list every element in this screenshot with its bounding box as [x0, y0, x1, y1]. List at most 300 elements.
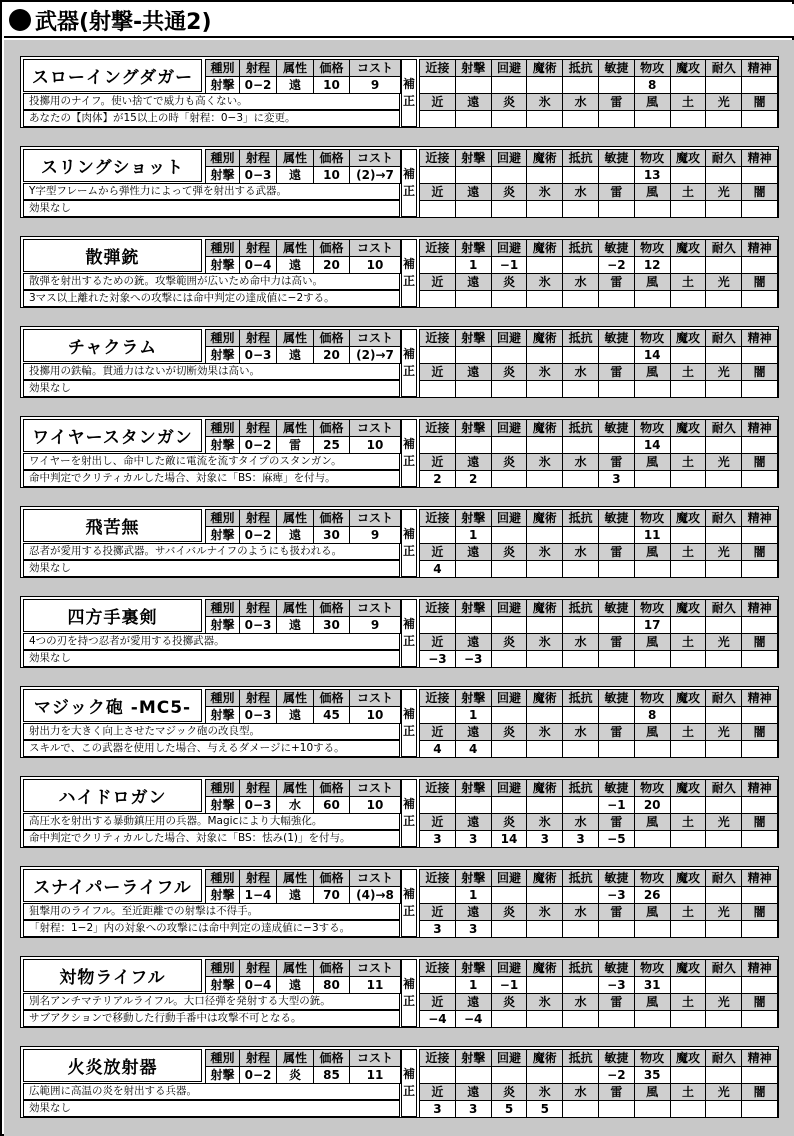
- basic-value-row: [206, 887, 401, 904]
- stat-value-cell: [563, 347, 599, 364]
- weapon-stats-table: [419, 239, 778, 308]
- resist-header-cell: 炎: [491, 814, 527, 831]
- resist-value-cell: [598, 741, 634, 758]
- resist-header-cell: 土: [670, 544, 706, 561]
- basic-value-row: [206, 347, 401, 364]
- stat-header-row: [420, 240, 778, 257]
- stat-value-cell: [527, 797, 563, 814]
- basic-header-cell: コスト: [350, 150, 401, 167]
- weapon-type: 射撃: [206, 77, 240, 94]
- basic-header-cell: 価格: [314, 780, 350, 797]
- stat-header-cell: 敏捷: [598, 240, 634, 257]
- weapon-price: 25: [314, 437, 350, 454]
- basic-header-cell: 射程: [240, 1050, 277, 1067]
- resist-value-cell: [527, 381, 563, 398]
- weapon-description: 4つの刃を持つ忍者が愛用する投擲武器。: [23, 633, 400, 650]
- weapon-attribute: 遠: [277, 707, 314, 724]
- correction-label: [401, 509, 417, 577]
- resist-header-cell: 闇: [742, 994, 778, 1011]
- weapon-attribute: 遠: [277, 257, 314, 274]
- stat-header-cell: 敏捷: [598, 1050, 634, 1067]
- resist-value-cell: [742, 1011, 778, 1028]
- resist-value-cell: [706, 381, 742, 398]
- resist-header-row: [420, 274, 778, 291]
- correction-char: 正: [402, 904, 415, 918]
- basic-header-cell: 種別: [206, 240, 240, 257]
- stat-value-cell: [420, 167, 456, 184]
- stat-header-cell: 抵抗: [563, 240, 599, 257]
- weapon-range: 0−3: [240, 347, 277, 364]
- weapon-stats-table: [419, 779, 778, 848]
- basic-header-row: [206, 420, 401, 437]
- resist-header-cell: 近: [420, 364, 456, 381]
- stat-value-cell: [420, 77, 456, 94]
- stat-value-cell: [527, 1067, 563, 1084]
- stat-header-row: [420, 330, 778, 347]
- resist-value-cell: [527, 471, 563, 488]
- resist-value-cell: [563, 1101, 599, 1118]
- stat-header-cell: 射撃: [455, 960, 491, 977]
- resist-value-cell: 2: [455, 471, 491, 488]
- weapon-price: 70: [314, 887, 350, 904]
- basic-header-cell: 価格: [314, 960, 350, 977]
- stat-header-cell: 近接: [420, 510, 456, 527]
- resist-value-cell: [563, 201, 599, 218]
- resist-header-cell: 光: [706, 94, 742, 111]
- stat-value-cell: [563, 977, 599, 994]
- stat-value-cell: −2: [598, 257, 634, 274]
- stat-value-cell: [527, 167, 563, 184]
- resist-value-cell: 14: [491, 831, 527, 848]
- stat-header-cell: 物攻: [634, 600, 670, 617]
- stat-header-cell: 近接: [420, 330, 456, 347]
- weapon-effect: 3マス以上離れた対象への攻撃には命中判定の達成値に−2する。: [23, 290, 400, 307]
- basic-value-row: [206, 77, 401, 94]
- stat-value-cell: [420, 617, 456, 634]
- basic-header-cell: 価格: [314, 1050, 350, 1067]
- resist-value-cell: [742, 651, 778, 668]
- resist-value-row: [420, 111, 778, 128]
- resist-header-row: [420, 544, 778, 561]
- resist-value-cell: [742, 561, 778, 578]
- correction-char: 補: [402, 77, 415, 91]
- basic-header-cell: 種別: [206, 690, 240, 707]
- resist-header-cell: 雷: [598, 364, 634, 381]
- weapon-cost: (2)→7: [350, 167, 401, 184]
- stat-header-cell: 魔攻: [670, 1050, 706, 1067]
- resist-value-cell: [455, 381, 491, 398]
- basic-header-cell: 射程: [240, 420, 277, 437]
- resist-header-cell: 風: [634, 904, 670, 921]
- stat-header-cell: 近接: [420, 60, 456, 77]
- resist-header-cell: 水: [563, 94, 599, 111]
- correction-char: 補: [402, 1067, 415, 1081]
- resist-value-row: [420, 1101, 778, 1118]
- resist-header-cell: 近: [420, 994, 456, 1011]
- basic-value-row: [206, 527, 401, 544]
- stat-header-cell: 回避: [491, 60, 527, 77]
- correction-label: [401, 59, 417, 127]
- resist-value-cell: [563, 561, 599, 578]
- stat-header-cell: 魔術: [527, 780, 563, 797]
- stat-value-cell: [420, 707, 456, 724]
- page-title: 武器(射撃-共通2): [35, 9, 212, 35]
- weapon-name: スリングショット: [23, 149, 202, 182]
- resist-value-cell: [598, 381, 634, 398]
- stat-header-cell: 物攻: [634, 510, 670, 527]
- basic-value-row: [206, 437, 401, 454]
- resist-value-cell: [527, 921, 563, 938]
- weapon-description: 投擲用の鉄輪。貫通力はないが切断効果は高い。: [23, 363, 400, 380]
- stat-header-cell: 耐久: [706, 240, 742, 257]
- stat-header-cell: 射撃: [455, 240, 491, 257]
- resist-header-cell: 遠: [455, 904, 491, 921]
- weapon-type: 射撃: [206, 707, 240, 724]
- resist-value-row: [420, 1011, 778, 1028]
- stat-value-cell: [742, 437, 778, 454]
- stat-header-cell: 抵抗: [563, 420, 599, 437]
- basic-header-cell: 射程: [240, 150, 277, 167]
- stat-value-cell: −3: [598, 887, 634, 904]
- resist-value-row: [420, 651, 778, 668]
- stat-value-cell: 1: [455, 257, 491, 274]
- weapon-basic-table: [205, 689, 401, 724]
- weapon-name: 火炎放射器: [23, 1049, 202, 1082]
- resist-value-cell: [491, 561, 527, 578]
- resist-value-cell: [670, 1011, 706, 1028]
- stat-value-cell: [455, 617, 491, 634]
- basic-value-row: [206, 257, 401, 274]
- resist-header-cell: 闇: [742, 94, 778, 111]
- resist-value-cell: [742, 471, 778, 488]
- basic-header-cell: 種別: [206, 150, 240, 167]
- resist-header-cell: 風: [634, 1084, 670, 1101]
- stat-value-cell: 12: [634, 257, 670, 274]
- resist-header-cell: 氷: [527, 814, 563, 831]
- resist-value-cell: −3: [455, 651, 491, 668]
- stat-value-cell: [420, 257, 456, 274]
- resist-value-cell: [670, 741, 706, 758]
- weapon-description: 投擲用のナイフ。使い捨てで威力も高くない。: [23, 93, 400, 110]
- basic-header-cell: 属性: [277, 330, 314, 347]
- resist-value-cell: [491, 471, 527, 488]
- stat-value-cell: [563, 707, 599, 724]
- resist-header-row: [420, 94, 778, 111]
- resist-header-cell: 氷: [527, 364, 563, 381]
- resist-value-cell: [670, 201, 706, 218]
- resist-header-cell: 遠: [455, 364, 491, 381]
- resist-header-cell: 雷: [598, 904, 634, 921]
- correction-char: 正: [402, 544, 415, 558]
- stat-value-cell: [420, 527, 456, 544]
- resist-value-row: [420, 471, 778, 488]
- stat-header-cell: 物攻: [634, 1050, 670, 1067]
- resist-value-cell: 3: [527, 831, 563, 848]
- correction-label: [401, 599, 417, 667]
- stat-header-cell: 耐久: [706, 60, 742, 77]
- stat-header-cell: 精神: [742, 510, 778, 527]
- stat-header-cell: 魔術: [527, 150, 563, 167]
- weapon-name: スナイパーライフル: [23, 869, 202, 902]
- stat-header-cell: 魔術: [527, 870, 563, 887]
- stat-header-row: [420, 870, 778, 887]
- basic-header-row: [206, 60, 401, 77]
- stat-value-cell: [706, 707, 742, 724]
- stat-header-cell: 精神: [742, 150, 778, 167]
- resist-header-cell: 炎: [491, 904, 527, 921]
- stat-header-cell: 魔術: [527, 60, 563, 77]
- correction-char: 正: [402, 994, 415, 1008]
- resist-header-cell: 氷: [527, 94, 563, 111]
- basic-header-cell: 属性: [277, 690, 314, 707]
- weapon-type: 射撃: [206, 347, 240, 364]
- stat-value-cell: [563, 887, 599, 904]
- resist-value-cell: [527, 291, 563, 308]
- correction-label: [401, 1049, 417, 1117]
- basic-header-cell: 価格: [314, 690, 350, 707]
- resist-header-cell: 闇: [742, 364, 778, 381]
- stat-value-cell: [670, 437, 706, 454]
- resist-value-cell: [670, 381, 706, 398]
- stat-header-cell: 物攻: [634, 60, 670, 77]
- resist-value-cell: 4: [420, 561, 456, 578]
- resist-header-cell: 近: [420, 454, 456, 471]
- weapon-card: [20, 326, 779, 398]
- resist-header-row: [420, 454, 778, 471]
- weapon-basic-table: [205, 149, 401, 184]
- resist-header-row: [420, 634, 778, 651]
- stat-header-cell: 回避: [491, 330, 527, 347]
- resist-header-cell: 氷: [527, 724, 563, 741]
- stat-header-cell: 近接: [420, 960, 456, 977]
- basic-header-cell: コスト: [350, 60, 401, 77]
- resist-value-cell: [634, 471, 670, 488]
- resist-header-cell: 闇: [742, 184, 778, 201]
- stat-value-cell: 14: [634, 437, 670, 454]
- resist-header-cell: 光: [706, 814, 742, 831]
- stat-value-cell: −2: [598, 1067, 634, 1084]
- stat-value-cell: −3: [598, 977, 634, 994]
- resist-value-cell: [563, 651, 599, 668]
- stat-value-cell: [742, 1067, 778, 1084]
- resist-value-cell: [563, 381, 599, 398]
- stat-value-cell: [670, 257, 706, 274]
- resist-value-cell: [742, 201, 778, 218]
- weapon-price: 10: [314, 167, 350, 184]
- basic-header-row: [206, 510, 401, 527]
- resist-header-cell: 光: [706, 634, 742, 651]
- stat-header-cell: 精神: [742, 240, 778, 257]
- stat-header-cell: 耐久: [706, 150, 742, 167]
- weapon-cost: 10: [350, 797, 401, 814]
- resist-header-cell: 雷: [598, 724, 634, 741]
- weapon-stats-table: [419, 329, 778, 398]
- basic-header-cell: コスト: [350, 510, 401, 527]
- resist-value-cell: −3: [420, 651, 456, 668]
- stat-value-cell: [563, 797, 599, 814]
- stat-header-cell: 抵抗: [563, 600, 599, 617]
- resist-value-cell: [634, 831, 670, 848]
- stat-header-cell: 魔攻: [670, 960, 706, 977]
- basic-header-cell: 射程: [240, 690, 277, 707]
- stat-header-cell: 物攻: [634, 330, 670, 347]
- resist-header-cell: 土: [670, 184, 706, 201]
- stat-header-cell: 魔術: [527, 600, 563, 617]
- stat-header-cell: 近接: [420, 870, 456, 887]
- stat-header-row: [420, 960, 778, 977]
- basic-header-cell: 射程: [240, 510, 277, 527]
- resist-value-cell: 3: [420, 1101, 456, 1118]
- weapon-cost: 10: [350, 707, 401, 724]
- weapon-basic-table: [205, 59, 401, 94]
- stat-header-row: [420, 60, 778, 77]
- resist-value-cell: [706, 921, 742, 938]
- stat-header-cell: 射撃: [455, 690, 491, 707]
- stat-value-cell: [706, 257, 742, 274]
- resist-header-cell: 氷: [527, 274, 563, 291]
- stat-value-row: [420, 527, 778, 544]
- stat-header-cell: 敏捷: [598, 330, 634, 347]
- stat-header-cell: 物攻: [634, 240, 670, 257]
- stat-header-cell: 耐久: [706, 690, 742, 707]
- stat-header-cell: 魔攻: [670, 780, 706, 797]
- stat-header-row: [420, 510, 778, 527]
- resist-value-cell: −4: [455, 1011, 491, 1028]
- resist-value-cell: 3: [598, 471, 634, 488]
- weapon-effect: 効果なし: [23, 560, 400, 577]
- resist-header-cell: 遠: [455, 724, 491, 741]
- weapon-stats-table: [419, 509, 778, 578]
- resist-value-cell: [598, 651, 634, 668]
- weapon-basic-table: [205, 779, 401, 814]
- weapon-card: [20, 416, 779, 488]
- resist-header-cell: 土: [670, 634, 706, 651]
- stat-header-cell: 魔攻: [670, 600, 706, 617]
- resist-header-cell: 土: [670, 364, 706, 381]
- resist-header-cell: 土: [670, 994, 706, 1011]
- resist-value-cell: [742, 1101, 778, 1118]
- resist-header-cell: 炎: [491, 184, 527, 201]
- resist-value-cell: [491, 201, 527, 218]
- weapon-stats-table: [419, 59, 778, 128]
- stat-header-row: [420, 150, 778, 167]
- stat-value-cell: 17: [634, 617, 670, 634]
- basic-header-cell: 射程: [240, 960, 277, 977]
- resist-value-cell: 3: [563, 831, 599, 848]
- resist-header-cell: 水: [563, 904, 599, 921]
- basic-header-cell: 種別: [206, 420, 240, 437]
- weapon-effect: あなたの【肉体】が15以上の時「射程：0−3」に変更。: [23, 110, 400, 127]
- stat-value-cell: [491, 347, 527, 364]
- resist-value-cell: [634, 561, 670, 578]
- weapon-description: 広範囲に高温の炎を射出する兵器。: [23, 1083, 400, 1100]
- correction-char: 補: [402, 977, 415, 991]
- resist-header-cell: 氷: [527, 454, 563, 471]
- stat-value-cell: [491, 797, 527, 814]
- weapon-range: 0−3: [240, 617, 277, 634]
- resist-header-cell: 炎: [491, 994, 527, 1011]
- weapon-cost: 11: [350, 977, 401, 994]
- weapon-range: 0−2: [240, 1067, 277, 1084]
- resist-header-cell: 遠: [455, 94, 491, 111]
- stat-value-row: [420, 347, 778, 364]
- stat-value-cell: [491, 77, 527, 94]
- stat-header-cell: 耐久: [706, 600, 742, 617]
- resist-header-cell: 雷: [598, 454, 634, 471]
- basic-header-cell: 射程: [240, 600, 277, 617]
- stat-header-cell: 回避: [491, 690, 527, 707]
- resist-value-row: [420, 561, 778, 578]
- basic-header-row: [206, 870, 401, 887]
- stat-value-cell: [420, 977, 456, 994]
- weapon-cost: 9: [350, 527, 401, 544]
- basic-value-row: [206, 617, 401, 634]
- resist-header-cell: 近: [420, 184, 456, 201]
- stat-value-row: [420, 707, 778, 724]
- stat-value-cell: [598, 437, 634, 454]
- stat-header-cell: 魔攻: [670, 690, 706, 707]
- resist-header-cell: 光: [706, 994, 742, 1011]
- weapon-stats-table: [419, 419, 778, 488]
- stat-header-cell: 物攻: [634, 960, 670, 977]
- basic-header-row: [206, 1050, 401, 1067]
- stat-value-cell: [706, 977, 742, 994]
- basic-header-row: [206, 150, 401, 167]
- resist-header-cell: 雷: [598, 274, 634, 291]
- resist-header-cell: 土: [670, 94, 706, 111]
- stat-header-cell: 抵抗: [563, 150, 599, 167]
- resist-value-row: [420, 741, 778, 758]
- stat-value-cell: [527, 707, 563, 724]
- basic-value-row: [206, 797, 401, 814]
- resist-header-cell: 土: [670, 454, 706, 471]
- resist-value-cell: [670, 471, 706, 488]
- resist-header-cell: 光: [706, 904, 742, 921]
- resist-header-cell: 土: [670, 274, 706, 291]
- stat-header-cell: 回避: [491, 510, 527, 527]
- weapon-name: 飛苦無: [23, 509, 202, 542]
- resist-header-cell: 闇: [742, 544, 778, 561]
- basic-header-row: [206, 600, 401, 617]
- resist-header-cell: 闇: [742, 454, 778, 471]
- resist-value-cell: [634, 651, 670, 668]
- weapon-description: 狙撃用のライフル。至近距離での射撃は不得手。: [23, 903, 400, 920]
- stat-value-cell: [598, 527, 634, 544]
- resist-value-cell: [634, 1101, 670, 1118]
- basic-header-cell: 種別: [206, 960, 240, 977]
- correction-char: 正: [402, 94, 415, 108]
- basic-header-cell: 属性: [277, 1050, 314, 1067]
- weapon-cost: 10: [350, 437, 401, 454]
- weapon-cost: 9: [350, 617, 401, 634]
- resist-value-cell: 3: [455, 921, 491, 938]
- weapon-price: 30: [314, 527, 350, 544]
- stat-value-cell: [527, 977, 563, 994]
- correction-char: 正: [402, 364, 415, 378]
- weapon-range: 0−2: [240, 77, 277, 94]
- correction-char: 補: [402, 167, 415, 181]
- weapon-description: 散弾を射出するための銃。攻撃範囲が広いため命中力は高い。: [23, 273, 400, 290]
- stat-header-cell: 敏捷: [598, 600, 634, 617]
- stat-value-cell: [670, 797, 706, 814]
- resist-value-cell: [634, 741, 670, 758]
- resist-header-cell: 水: [563, 364, 599, 381]
- weapon-cost: 9: [350, 77, 401, 94]
- correction-char: 正: [402, 184, 415, 198]
- stat-header-cell: 耐久: [706, 330, 742, 347]
- stat-value-cell: [706, 167, 742, 184]
- resist-header-cell: 遠: [455, 814, 491, 831]
